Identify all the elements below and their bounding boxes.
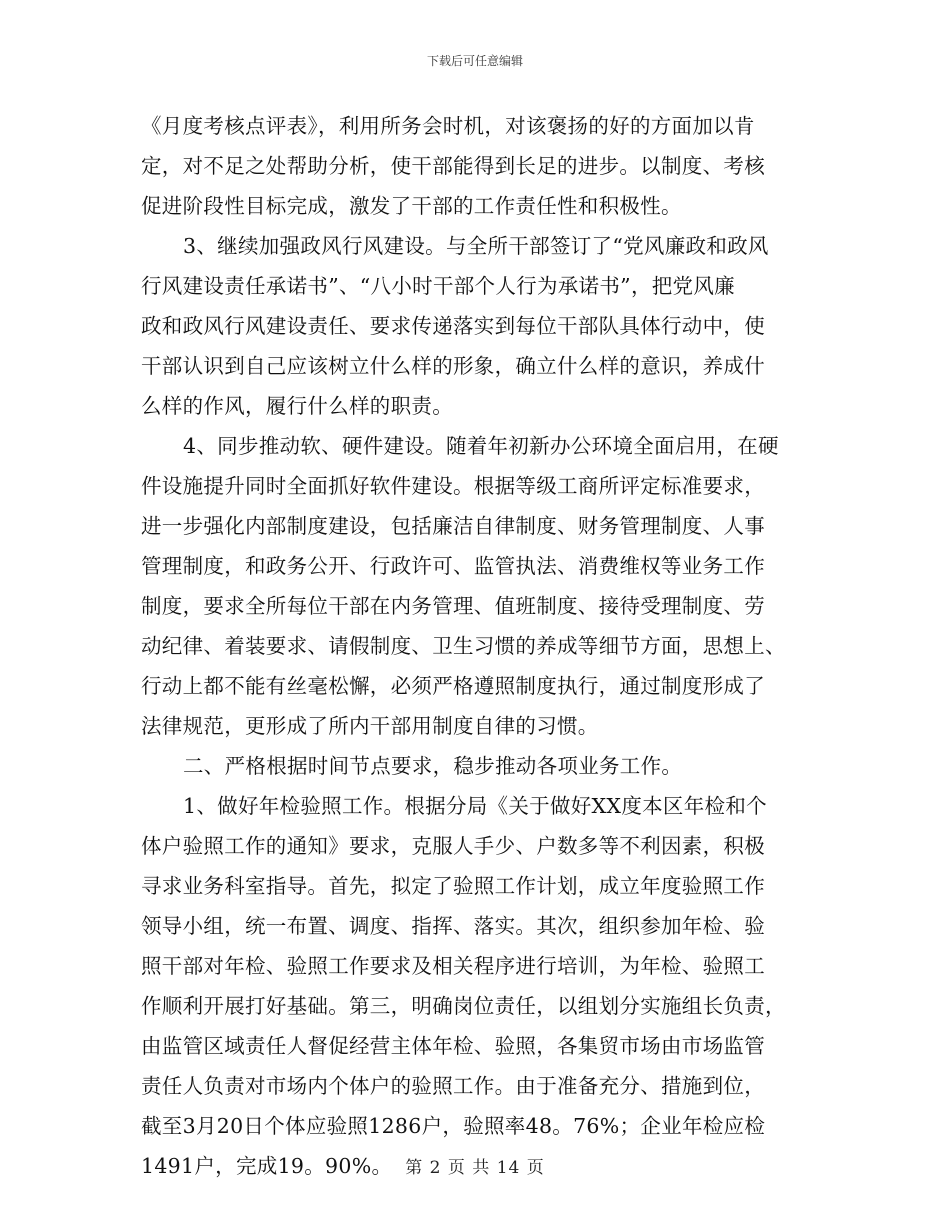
body-line: 照干部对年检、验照工作要求及相关程序进行培训，为年检、验照工 bbox=[141, 954, 765, 978]
footer-total-pages: 14 bbox=[496, 1158, 521, 1178]
footer-page-number: 2 bbox=[429, 1158, 442, 1178]
body-line: 件设施提升同时全面抓好软件建设。根据等级工商所评定标准要求， bbox=[141, 474, 765, 498]
body-line: 促进阶段性目标完成，激发了干部的工作责任性和积极性。 bbox=[141, 194, 682, 218]
footer-middle: 页 共 bbox=[447, 1158, 491, 1178]
body-line: 动纪律、着装要求、请假制度、卫生习惯的养成等细节方面，思想上、 bbox=[141, 634, 786, 658]
body-line: 制度，要求全所每位干部在内务管理、值班制度、接待受理制度、劳 bbox=[141, 594, 765, 618]
section-heading-line: 二、严格根据时间节点要求，稳步推动各项业务工作。 bbox=[183, 754, 683, 778]
paragraph-start-line: 4、同步推动软、硬件建设。随着年初新办公环境全面启用，在硬 bbox=[183, 434, 779, 458]
body-line: 《月度考核点评表》，利用所务会时机，对该褒扬的好的方面加以肯 bbox=[141, 114, 755, 138]
body-line: 政和政风行风建设责任、要求传递落实到每位干部队具体行动中，使 bbox=[141, 314, 765, 338]
paragraph-start-line: 3、继续加强政风行风建设。与全所干部签订了“党风廉政和政风 bbox=[183, 234, 769, 258]
body-line: 寻求业务科室指导。首先，拟定了验照工作计划，成立年度验照工作 bbox=[141, 874, 765, 898]
body-line: 行动上都不能有丝毫松懈，必须严格遵照制度执行，通过制度形成了 bbox=[141, 674, 765, 698]
body-line: 1491户，完成19。90%。 bbox=[141, 1154, 393, 1178]
document-body bbox=[141, 106, 811, 1186]
page-header: 下载后可任意编辑 bbox=[426, 54, 523, 68]
body-line: 体户验照工作的通知》要求，克服人手少、户数多等不利因素，积极 bbox=[141, 834, 765, 858]
body-line: 干部认识到自己应该树立什么样的形象，确立什么样的意识，养成什 bbox=[141, 354, 765, 378]
body-line: 行风建设责任承诺书”、“八小时干部个人行为承诺书”，把党风廉 bbox=[141, 274, 735, 298]
footer-suffix: 页 bbox=[526, 1158, 545, 1178]
body-line: 管理制度，和政务公开、行政许可、监管执法、消费维权等业务工作 bbox=[141, 554, 765, 578]
body-line: 截至3月20日个体应验照1286户，验照率48。76%；企业年检应检 bbox=[141, 1114, 766, 1138]
body-line: 定，对不足之处帮助分析，使干部能得到长足的进步。以制度、考核 bbox=[141, 154, 765, 178]
body-line: 领导小组，统一布置、调度、指挥、落实。其次，组织参加年检、验 bbox=[141, 914, 765, 938]
body-line: 由监管区域责任人督促经营主体年检、验照，各集贸市场由市场监管 bbox=[141, 1034, 765, 1058]
page-footer bbox=[0, 1153, 950, 1178]
paragraph-start-line: 1、做好年检验照工作。根据分局《关于做好XX度本区年检和个 bbox=[183, 794, 767, 818]
footer-prefix: 第 bbox=[405, 1158, 424, 1178]
body-line: 么样的作风，履行什么样的职责。 bbox=[141, 394, 453, 418]
body-line: 责任人负责对市场内个体户的验照工作。由于准备充分、措施到位， bbox=[141, 1074, 765, 1098]
body-line: 法律规范，更形成了所内干部用制度自律的习惯。 bbox=[141, 714, 599, 738]
body-line: 作顺利开展打好基础。第三，明确岗位责任，以组划分实施组长负责， bbox=[141, 994, 786, 1018]
body-line: 进一步强化内部制度建设，包括廉洁自律制度、财务管理制度、人事 bbox=[141, 514, 765, 538]
